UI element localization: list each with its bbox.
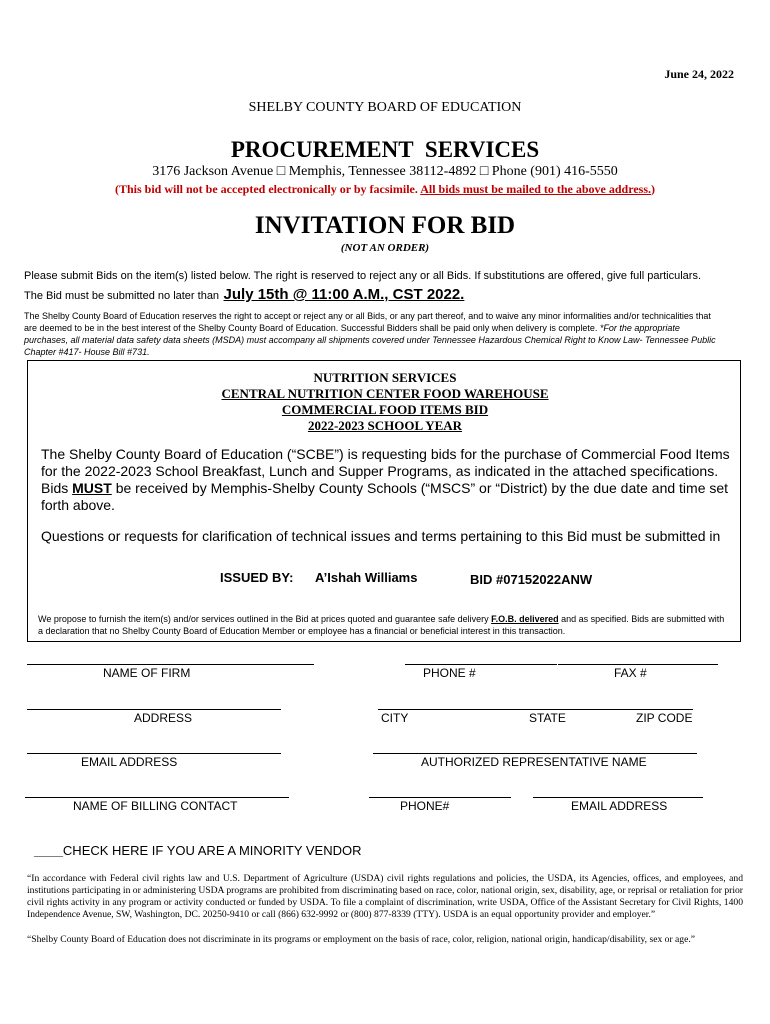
- proposal-statement: [38, 613, 728, 637]
- phone-line[interactable]: [405, 664, 557, 665]
- board-name: SHELBY COUNTY BOARD OF EDUCATION: [248, 100, 522, 115]
- city-state-zip-line[interactable]: [378, 709, 693, 710]
- minority-vendor-label: CHECK HERE IF YOU ARE A MINORITY VENDOR: [62, 843, 362, 858]
- state-label: STATE: [529, 711, 566, 725]
- department-address: 3176 Jackson Avenue □ Memphis, Tennessee 38112-4892 □ Phone (901) 416-5550: [152, 164, 618, 179]
- phone-label: PHONE #: [423, 666, 476, 680]
- scbe-statement: “Shelby County Board of Education does not discriminate in its programs or employment on the basis of race, color, religion, national origin, handicap/disability, sex or age.”: [27, 934, 696, 945]
- deadline-value: July 15th @ 11:00 A.M., CST 2022.: [223, 286, 465, 303]
- intro-instructions: Please submit Bids on the item(s) listed below. The right is reserved to reject any or all Bids. If substitutions are offered, give full particulars.: [24, 270, 702, 282]
- page-subtitle: (NOT AN ORDER): [340, 242, 430, 254]
- email-line[interactable]: [27, 753, 281, 754]
- email-label: EMAIL ADDRESS: [81, 755, 178, 769]
- phone2-label: PHONE#: [400, 799, 450, 813]
- fax-line[interactable]: [558, 664, 718, 665]
- reserve-text: The Shelby County Board of Education reserves the right to accept or reject any or all Bids, or any part thereof, and to waive any minor informalities and/or technicalities that are deemed to be in the best interest of the Shelby County Board of Education. Successful Bidders shall be paid only when delivery is complete.: [24, 311, 711, 333]
- billing-contact-line[interactable]: [25, 797, 289, 798]
- auth-rep-line[interactable]: [373, 753, 697, 754]
- bid-number: BID #07152022ANW: [470, 572, 593, 587]
- minority-vendor-row: [34, 843, 362, 858]
- address-label: ADDRESS: [134, 711, 193, 725]
- deadline-label: The Bid must be submitted no later than: [24, 290, 220, 302]
- department-title: PROCUREMENT SERVICES: [230, 137, 540, 162]
- reserve-paragraph: [24, 310, 724, 358]
- box-heading-1: NUTRITION SERVICES: [313, 370, 457, 385]
- usda-statement: “In accordance with Federal civil rights law and U.S. Department of Agriculture (USDA) civil rights regulations and policies, the USDA, its Agencies, offices, and employees, and institutions participating in or administering USDA programs are prohibited from discriminating based on race, color, national origin, sex, disability, age, or reprisal or retaliation for prior civil rights activity in any program or activity conducted or funded by USDA. To file a complaint of discrimination, write USDA, Office of the Assistant Secretary for Civil Rights, 1400 Independence Avenue, SW, Washington, DC. 20250-9410 or call (866) 632-9992 or (800) 877-8339 (TTY). USDA is an equal opportunity provider and employer.”: [27, 873, 743, 920]
- box-paragraph-must: MUST: [72, 480, 112, 496]
- email2-label: EMAIL ADDRESS: [571, 799, 668, 813]
- phone2-line[interactable]: [369, 797, 511, 798]
- page-title: INVITATION FOR BID: [254, 212, 516, 239]
- minority-vendor-checkbox[interactable]: ____: [34, 843, 63, 858]
- box-paragraph-1: [41, 446, 731, 514]
- mailing-notice: [0, 182, 770, 197]
- email2-line[interactable]: [533, 797, 703, 798]
- auth-rep-label: AUTHORIZED REPRESENTATIVE NAME: [421, 755, 647, 769]
- box-paragraph-2: Questions or requests for clarification of technical issues and terms pertaining to this Bid must be submitted in: [41, 528, 721, 544]
- mailing-notice-part3: ): [651, 182, 655, 196]
- document-date: June 24, 2022: [664, 67, 734, 81]
- box-heading-4: 2022-2023 SCHOOL YEAR: [307, 418, 463, 433]
- name-of-firm-line[interactable]: [27, 664, 314, 665]
- box-heading-3: COMMERCIAL FOOD ITEMS BID: [281, 402, 489, 417]
- issued-by-label: ISSUED BY:: [220, 570, 294, 585]
- msds-text: *For the appropriate purchases, all material data safety data sheets (MSDA) must accompany all shipments covered under Tennessee Hazardous Chemical Right to Know Law- Tennessee Public Chapter #417- House Bill #731.: [24, 323, 716, 357]
- billing-contact-label: NAME OF BILLING CONTACT: [73, 799, 238, 813]
- issued-by-name: A’Ishah Williams: [315, 570, 418, 585]
- mailing-notice-part1: (This bid will not be accepted electronically or by facsimile.: [114, 182, 421, 196]
- address-line[interactable]: [27, 709, 281, 710]
- box-heading-2: CENTRAL NUTRITION CENTER FOOD WAREHOUSE: [221, 386, 549, 401]
- zip-label: ZIP CODE: [636, 711, 693, 725]
- fob-delivered: F.O.B. delivered: [491, 614, 559, 624]
- fax-label: FAX #: [614, 666, 647, 680]
- city-label: CITY: [381, 711, 409, 725]
- deadline-line: [24, 286, 464, 304]
- box-paragraph-1a: The Shelby County Board of Education (“SCBE”) is requesting bids for the purchase of Commercial Food Items for the 2022-2023 School Breakfast, Lunch and Supper Programs, as indicated in the attached specifications. Bids: [41, 446, 730, 496]
- mailing-notice-emphasis: All bids must be mailed to the above address.: [420, 182, 651, 196]
- name-of-firm-label: NAME OF FIRM: [103, 666, 191, 680]
- box-paragraph-1b: be received by Memphis-Shelby County Schools (“MSCS” or “District) by the due date and time set forth above.: [41, 480, 729, 513]
- proposal-text-b: and as specified. Bids are submitted with a declaration that no Shelby County Board of Education Member or employee has a financial or beneficial interest in this transaction.: [38, 614, 725, 636]
- proposal-text-a: We propose to furnish the item(s) and/or services outlined in the Bid at prices quoted and guarantee safe delivery: [38, 614, 489, 624]
